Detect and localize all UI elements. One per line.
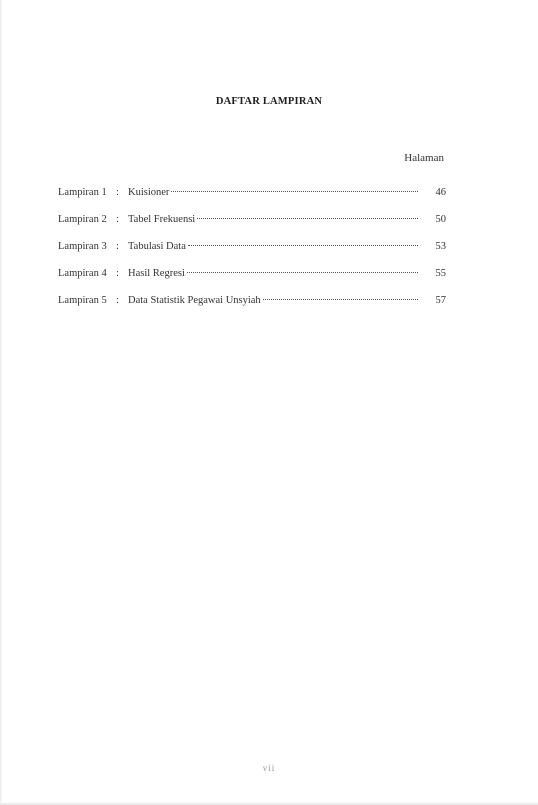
appendix-label: Lampiran 5 xyxy=(58,295,107,306)
appendix-page-number: 55 xyxy=(435,268,446,279)
appendix-list xyxy=(58,187,446,322)
list-item xyxy=(58,241,446,268)
dot-leader xyxy=(187,272,418,273)
appendix-label: Lampiran 1 xyxy=(58,187,107,198)
appendix-title: Data Statistik Pegawai Unsyiah xyxy=(128,295,261,306)
appendix-label: Lampiran 2 xyxy=(58,214,107,225)
appendix-title: Hasil Regresi xyxy=(128,268,185,279)
separator: : xyxy=(116,214,119,225)
dot-leader xyxy=(197,218,418,219)
dot-leader xyxy=(171,191,418,192)
appendix-label: Lampiran 4 xyxy=(58,268,107,279)
appendix-title: Kuisioner xyxy=(128,187,170,198)
separator: : xyxy=(116,295,119,306)
page-title: DAFTAR LAMPIRAN xyxy=(215,96,323,107)
appendix-label: Lampiran 3 xyxy=(58,241,107,252)
page-number: vii xyxy=(262,763,276,773)
list-item xyxy=(58,268,446,295)
dot-leader xyxy=(188,245,418,246)
list-item xyxy=(58,295,446,322)
appendix-page-number: 53 xyxy=(435,241,446,252)
appendix-page-number: 57 xyxy=(435,295,446,306)
separator: : xyxy=(116,268,119,279)
appendix-title: Tabulasi Data xyxy=(128,241,186,252)
scan-edge xyxy=(0,0,2,805)
dot-leader xyxy=(263,299,418,300)
separator: : xyxy=(116,187,119,198)
list-item xyxy=(58,214,446,241)
appendix-page-number: 50 xyxy=(435,214,446,225)
page-column-header: Halaman xyxy=(404,152,444,164)
appendix-page-number: 46 xyxy=(435,187,446,198)
separator: : xyxy=(116,241,119,252)
appendix-title: Tabel Frekuensi xyxy=(128,214,196,225)
list-item xyxy=(58,187,446,214)
